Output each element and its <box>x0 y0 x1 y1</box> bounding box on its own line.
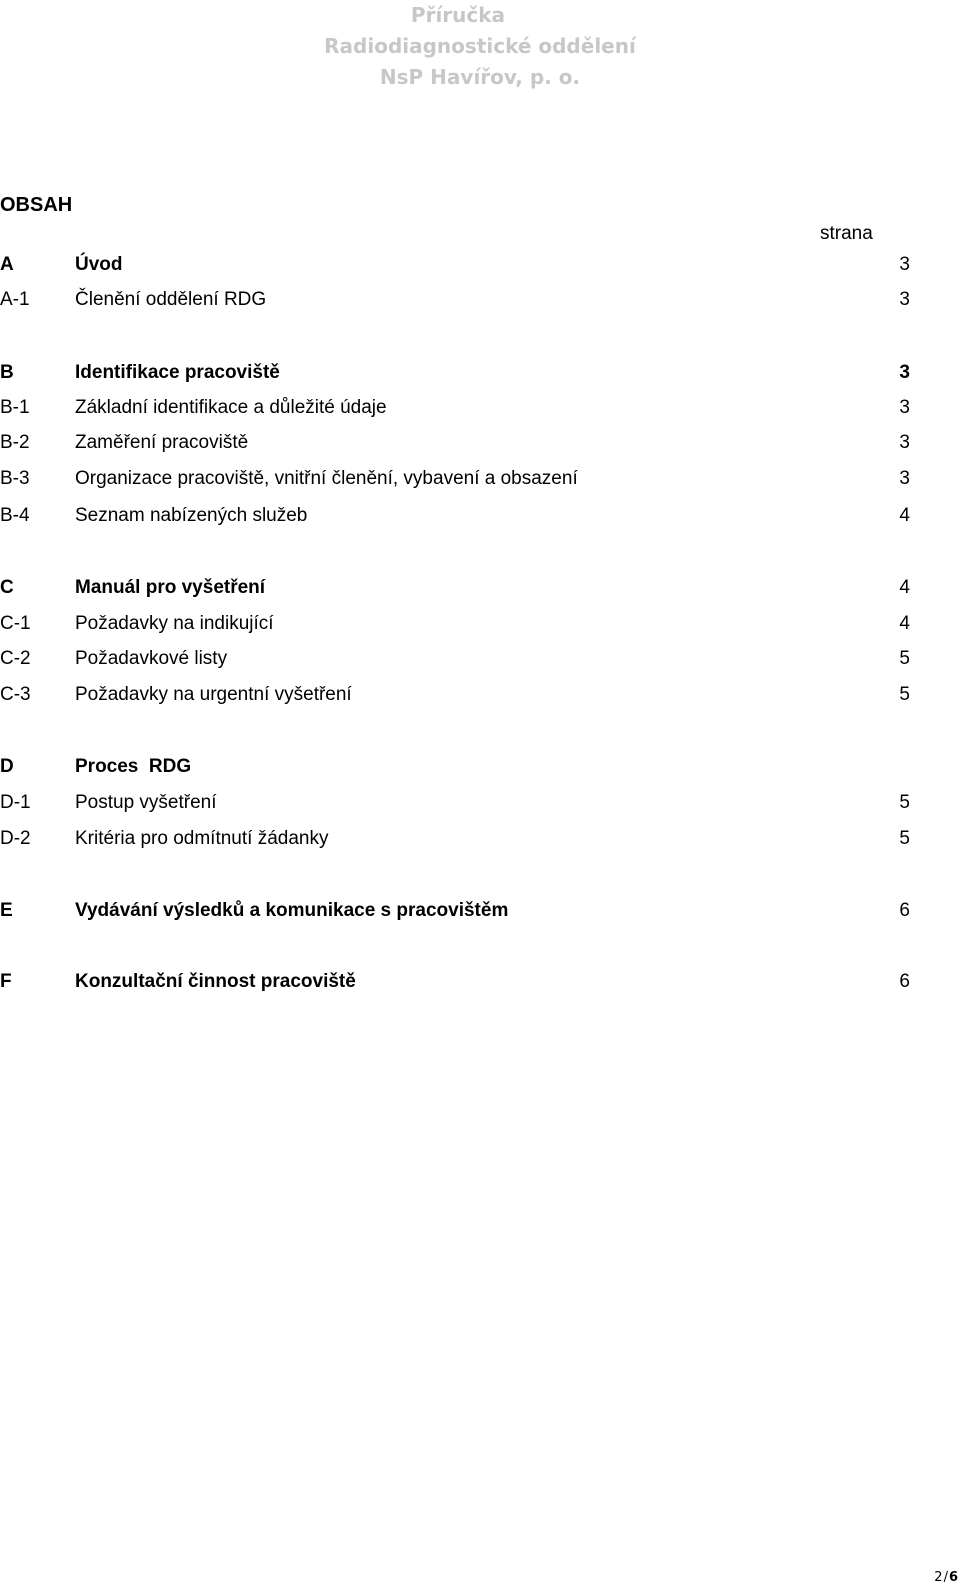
toc-page: 4 <box>899 613 910 634</box>
toc-code: C <box>0 577 14 598</box>
toc-code: D-2 <box>0 828 31 849</box>
toc-text: Postup vyšetření <box>75 792 217 813</box>
header-hospital: NsP Havířov, p. o. <box>379 65 581 89</box>
toc-page: 6 <box>899 900 910 921</box>
page-header <box>0 0 960 93</box>
toc-entry-d <box>0 755 910 779</box>
toc-text: Požadavky na indikující <box>75 613 274 634</box>
toc-text: Manuál pro vyšetření <box>75 577 266 598</box>
toc-page: 3 <box>899 468 910 489</box>
toc-entry-c-2 <box>0 647 910 671</box>
toc-entry-e <box>0 899 910 923</box>
toc-code: E <box>0 900 13 921</box>
toc-entry-c <box>0 576 910 600</box>
toc-entry-b-1 <box>0 396 910 420</box>
toc-text: Organizace pracoviště, vnitřní členění, vybavení a obsazení <box>75 468 578 489</box>
toc-code: B-1 <box>0 397 30 418</box>
header-department: Radiodiagnostické oddělení <box>324 34 636 58</box>
toc-code: A-1 <box>0 289 30 310</box>
toc-text: Konzultační činnost pracoviště <box>75 971 356 992</box>
toc-code: C-3 <box>0 684 31 705</box>
toc-page: 4 <box>899 505 910 526</box>
toc-entry-c-3 <box>0 683 910 707</box>
toc-code: B-2 <box>0 432 30 453</box>
toc-code: A <box>0 254 14 275</box>
toc-page: 5 <box>899 828 910 849</box>
toc-text: Základní identifikace a důležité údaje <box>75 397 387 418</box>
toc-page: 6 <box>899 971 910 992</box>
toc-code: B <box>0 362 14 383</box>
toc-page: 5 <box>899 684 910 705</box>
toc-entry-c-1 <box>0 612 910 636</box>
toc-title: OBSAH <box>0 194 73 216</box>
header-title: Příručka <box>410 3 506 27</box>
toc-text: Vydávání výsledků a komunikace s pracovištěm <box>75 900 509 921</box>
page-column-label: strana <box>820 223 873 244</box>
toc-code: C-1 <box>0 613 31 634</box>
total-pages-number: 6 <box>948 1570 958 1585</box>
toc-code: F <box>0 971 12 992</box>
toc-page: 3 <box>899 397 910 418</box>
toc-text: Členění oddělení RDG <box>75 289 267 310</box>
toc-entry-b-2 <box>0 431 910 455</box>
toc-page: 4 <box>899 577 910 598</box>
toc-entry-f <box>0 970 910 994</box>
toc-page: 5 <box>899 792 910 813</box>
toc-text: Zaměření pracoviště <box>75 432 249 453</box>
toc-text: Kritéria pro odmítnutí žádanky <box>75 828 329 849</box>
toc-entry-d-2 <box>0 827 910 851</box>
toc-text: Seznam nabízených služeb <box>75 505 308 526</box>
toc-code: D <box>0 756 14 777</box>
toc-page: 3 <box>899 254 910 275</box>
toc-entry-b <box>0 361 910 385</box>
toc-entry-b-4 <box>0 504 910 528</box>
toc-code: B-4 <box>0 505 30 526</box>
toc-text: Požadavky na urgentní vyšetření <box>75 684 352 705</box>
toc-entry-a <box>0 253 910 277</box>
current-page-number: 2 <box>934 1570 943 1585</box>
page-number <box>934 1570 958 1586</box>
toc-text: Požadavkové listy <box>75 648 228 669</box>
toc-text: Proces RDG <box>75 756 192 777</box>
toc-code: C-2 <box>0 648 31 669</box>
toc-entry-b-3 <box>0 467 910 491</box>
page-separator: / <box>943 1570 948 1585</box>
toc-page: 3 <box>899 432 910 453</box>
toc-page: 3 <box>899 362 910 383</box>
toc-entry-a-1 <box>0 288 910 312</box>
toc-page: 3 <box>899 289 910 310</box>
toc-page: 5 <box>899 648 910 669</box>
toc-code: B-3 <box>0 468 30 489</box>
toc-text: Identifikace pracoviště <box>75 362 280 383</box>
toc-text: Úvod <box>75 254 123 275</box>
toc-entry-d-1 <box>0 791 910 815</box>
toc-code: D-1 <box>0 792 31 813</box>
